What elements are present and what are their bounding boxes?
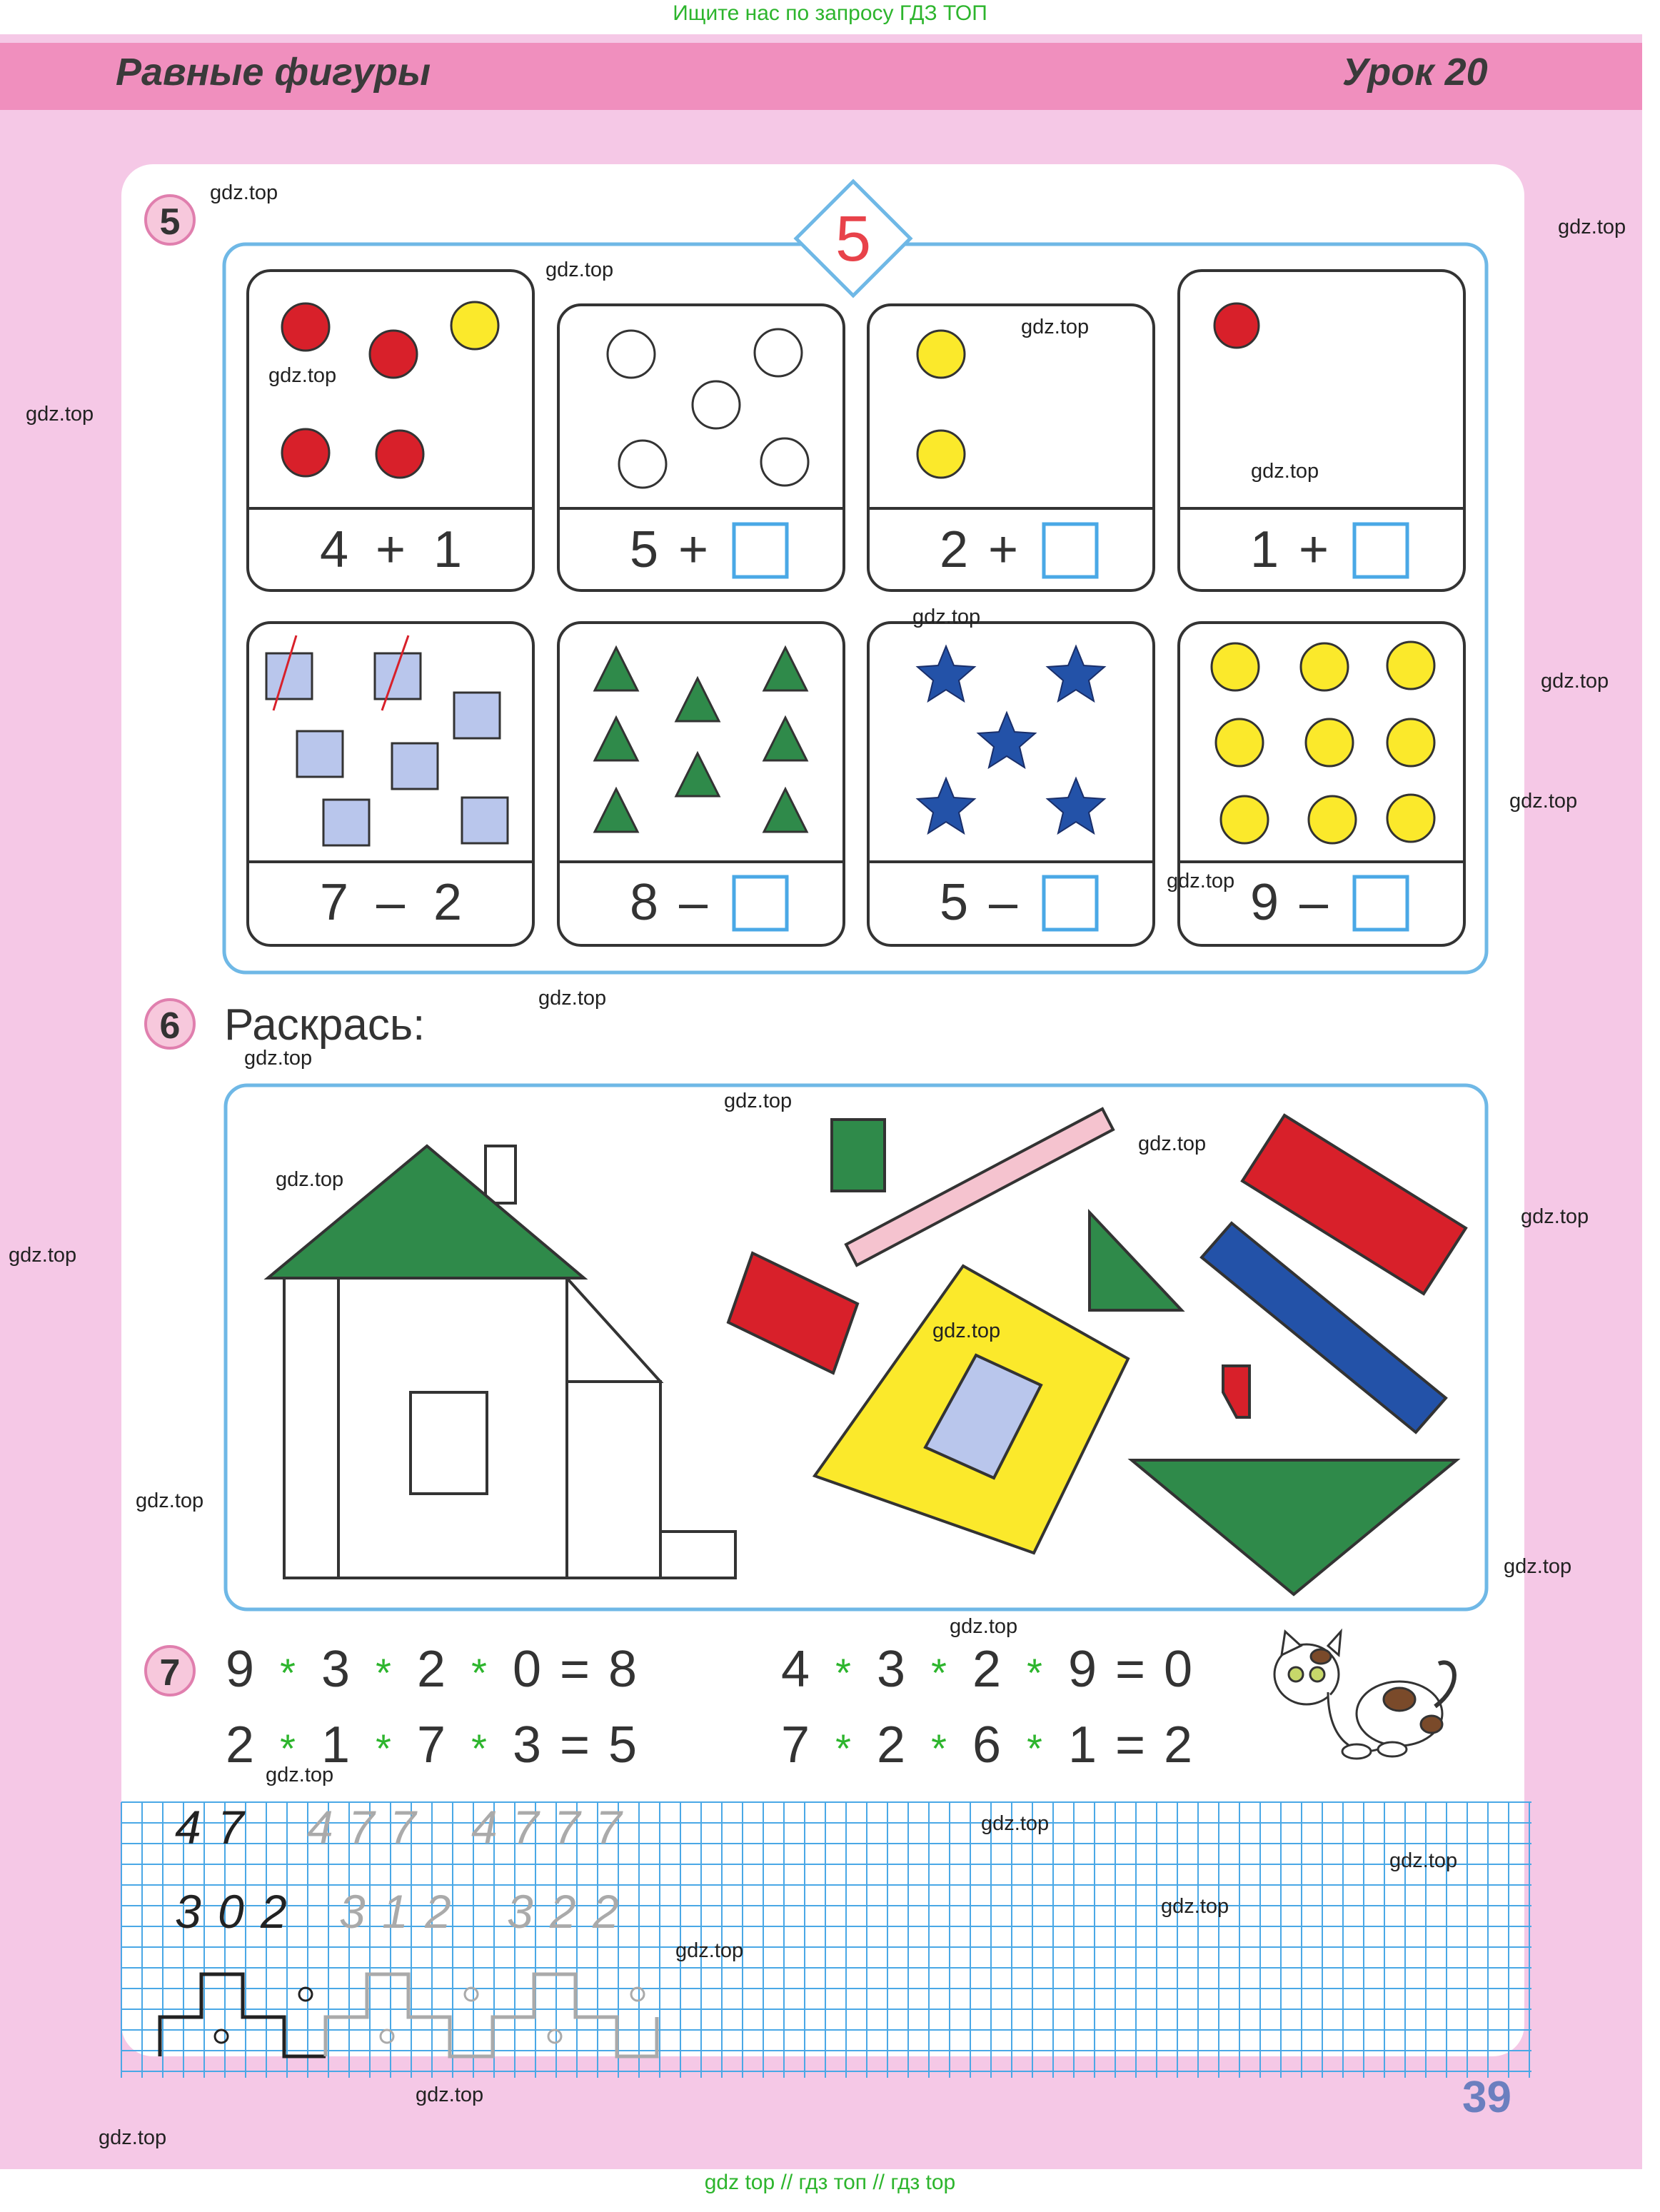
handwritten-digit: 4 bbox=[471, 1801, 498, 1854]
task6-title: Раскрась: bbox=[224, 1000, 426, 1050]
equation-token: 9 bbox=[225, 1641, 255, 1698]
watermark: gdz.top bbox=[1509, 790, 1578, 813]
task7-equations bbox=[226, 1641, 1192, 1774]
watermark: gdz.top bbox=[1251, 460, 1319, 483]
watermark: gdz.top bbox=[981, 1812, 1050, 1835]
handwritten-digit: 7 bbox=[390, 1801, 416, 1854]
watermark: gdz.top bbox=[724, 1090, 793, 1112]
task5-card-1 bbox=[248, 271, 533, 590]
equation-token: 5 bbox=[608, 1716, 638, 1774]
watermark: gdz.top bbox=[99, 2126, 167, 2149]
watermark: gdz.top bbox=[1138, 1132, 1207, 1155]
equation-token: 2 bbox=[972, 1641, 1002, 1698]
handwritten-digit: 3 bbox=[175, 1885, 201, 1938]
handwritten-digit: 2 bbox=[261, 1885, 287, 1938]
task5-card-2 bbox=[558, 305, 844, 590]
task5-card-4 bbox=[1179, 271, 1464, 590]
pattern-row bbox=[160, 1974, 657, 2056]
card2-answer-box[interactable] bbox=[734, 524, 787, 577]
handwritten-digit: 2 bbox=[425, 1885, 451, 1938]
watermark: gdz.top bbox=[416, 2083, 484, 2106]
card7-answer-box[interactable] bbox=[1044, 877, 1097, 930]
handwritten-digit: 0 bbox=[218, 1885, 244, 1938]
watermark: gdz.top bbox=[266, 1764, 334, 1786]
operator-placeholder[interactable]: * bbox=[471, 1650, 487, 1695]
top-note: Ищите нас по запросу ГДЗ ТОП bbox=[673, 1, 987, 25]
equation-token: 3 bbox=[876, 1641, 906, 1698]
handwritten-digit: 3 bbox=[339, 1885, 366, 1938]
equation-token: 3 bbox=[321, 1641, 351, 1698]
lesson-label: Урок 20 bbox=[1342, 51, 1488, 94]
equation-token: 1 bbox=[1067, 1716, 1097, 1774]
handwritten-digit: 7 bbox=[595, 1801, 622, 1854]
bottom-note: gdz top // гдз топ // гдз top bbox=[704, 2171, 956, 2194]
task6-number: 6 bbox=[159, 1005, 181, 1047]
watermark: gdz.top bbox=[1161, 1895, 1229, 1918]
card6-op: – bbox=[678, 874, 708, 931]
watermark: gdz.top bbox=[1521, 1205, 1589, 1228]
watermark: gdz.top bbox=[136, 1489, 204, 1512]
watermark: gdz.top bbox=[912, 605, 981, 628]
operator-placeholder[interactable]: * bbox=[931, 1726, 947, 1771]
watermark: gdz.top bbox=[1541, 670, 1609, 693]
task7-number-badge bbox=[146, 1647, 194, 1695]
equation-token: 9 bbox=[1067, 1641, 1097, 1698]
operator-placeholder[interactable]: * bbox=[280, 1726, 296, 1771]
task5-card-6 bbox=[558, 623, 844, 945]
watermark: gdz.top bbox=[1389, 1849, 1458, 1872]
card2-a: 5 bbox=[629, 521, 659, 578]
watermark: gdz.top bbox=[9, 1244, 77, 1267]
handwritten-digit: 3 bbox=[507, 1885, 533, 1938]
handwritten-digit: 2 bbox=[550, 1885, 576, 1938]
operator-placeholder[interactable]: * bbox=[280, 1650, 296, 1695]
card6-a: 8 bbox=[629, 874, 659, 931]
operator-placeholder[interactable]: * bbox=[835, 1650, 851, 1695]
watermark: gdz.top bbox=[1021, 316, 1090, 338]
watermark: gdz.top bbox=[268, 364, 337, 387]
card7-a: 5 bbox=[939, 874, 969, 931]
task5-card-5 bbox=[248, 623, 533, 945]
equation-token: 6 bbox=[972, 1716, 1002, 1774]
operator-placeholder[interactable]: * bbox=[931, 1650, 947, 1695]
equation-token: = bbox=[1115, 1641, 1146, 1698]
task5-card-7 bbox=[868, 623, 1154, 945]
card3-op: + bbox=[987, 521, 1019, 578]
page-title: Равные фигуры bbox=[116, 51, 431, 94]
handwritten-digit: 4 bbox=[175, 1801, 201, 1854]
cat-illustration bbox=[1274, 1632, 1454, 1759]
equation-token: = bbox=[1115, 1716, 1146, 1774]
operator-placeholder[interactable]: * bbox=[376, 1650, 391, 1695]
equation-token: 0 bbox=[1163, 1641, 1193, 1698]
card8-op: – bbox=[1299, 874, 1329, 931]
equation-token: 8 bbox=[608, 1641, 638, 1698]
card6-answer-box[interactable] bbox=[734, 877, 787, 930]
task6-number-badge bbox=[146, 1000, 194, 1048]
watermark: gdz.top bbox=[538, 987, 607, 1010]
handwritten-digit: 1 bbox=[382, 1885, 408, 1938]
task5-card-8 bbox=[1179, 623, 1464, 945]
card8-a: 9 bbox=[1249, 874, 1279, 931]
task5-number: 5 bbox=[159, 201, 181, 243]
watermark: gdz.top bbox=[932, 1319, 1001, 1342]
task5-number-badge bbox=[146, 196, 194, 244]
card4-a: 1 bbox=[1249, 521, 1279, 578]
equation-token: 3 bbox=[512, 1716, 542, 1774]
equation-token: 4 bbox=[780, 1641, 810, 1698]
handwritten-digit: 7 bbox=[554, 1801, 580, 1854]
handwritten-digit: 7 bbox=[513, 1801, 539, 1854]
equation-token: 2 bbox=[416, 1641, 446, 1698]
equation-token: 2 bbox=[876, 1716, 906, 1774]
card4-op: + bbox=[1298, 521, 1329, 578]
card1-a: 4 bbox=[319, 521, 349, 578]
watermark: gdz.top bbox=[276, 1168, 344, 1191]
operator-placeholder[interactable]: * bbox=[376, 1726, 391, 1771]
card1-b: 1 bbox=[433, 521, 463, 578]
card1-op: + bbox=[375, 521, 406, 578]
card5-op: – bbox=[376, 874, 406, 931]
card3-answer-box[interactable] bbox=[1044, 524, 1097, 577]
watermark: gdz.top bbox=[950, 1615, 1018, 1638]
operator-placeholder[interactable]: * bbox=[471, 1726, 487, 1771]
page-number: 39 bbox=[1462, 2073, 1511, 2122]
green-rectangle bbox=[832, 1120, 885, 1191]
card7-op: – bbox=[988, 874, 1018, 931]
task5-card-3 bbox=[868, 305, 1154, 590]
handwritten-digit: 7 bbox=[218, 1801, 244, 1854]
operator-placeholder[interactable]: * bbox=[1027, 1726, 1042, 1771]
equation-token: 7 bbox=[416, 1716, 446, 1774]
equation-token: 1 bbox=[321, 1716, 351, 1774]
equation-token: = bbox=[559, 1716, 590, 1774]
equation-token: 2 bbox=[225, 1716, 255, 1774]
equation-token: 2 bbox=[1163, 1716, 1193, 1774]
diamond-digit: 5 bbox=[835, 203, 872, 275]
task7-number: 7 bbox=[159, 1652, 181, 1694]
card5-b: 2 bbox=[433, 874, 463, 931]
watermark: gdz.top bbox=[26, 403, 94, 426]
operator-placeholder[interactable]: * bbox=[1027, 1650, 1042, 1695]
equation-token: 0 bbox=[512, 1641, 542, 1698]
watermark: gdz.top bbox=[1558, 216, 1626, 238]
operator-placeholder[interactable]: * bbox=[835, 1726, 851, 1771]
equation-token: = bbox=[559, 1641, 590, 1698]
handwritten-digit: 4 bbox=[307, 1801, 333, 1854]
watermark: gdz.top bbox=[675, 1939, 744, 1962]
watermark: gdz.top bbox=[1504, 1555, 1572, 1578]
handwritten-digit: 7 bbox=[348, 1801, 375, 1854]
card8-answer-box[interactable] bbox=[1354, 877, 1407, 930]
card4-answer-box[interactable] bbox=[1354, 524, 1407, 577]
handwritten-digit: 2 bbox=[593, 1885, 619, 1938]
equation-token: 7 bbox=[780, 1716, 810, 1774]
card5-a: 7 bbox=[319, 874, 349, 931]
watermark: gdz.top bbox=[244, 1047, 313, 1070]
card3-a: 2 bbox=[939, 521, 969, 578]
card2-op: + bbox=[678, 521, 709, 578]
watermark: gdz.top bbox=[1167, 870, 1235, 893]
watermark: gdz.top bbox=[545, 258, 614, 281]
watermark: gdz.top bbox=[210, 181, 278, 204]
